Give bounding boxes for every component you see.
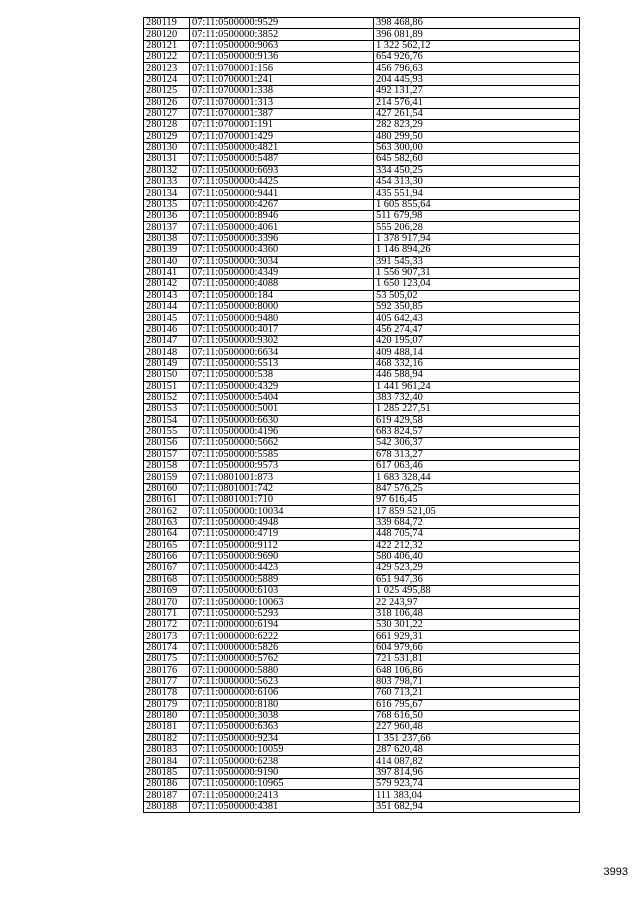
- row-id-cell: 280122: [144, 52, 190, 63]
- cadastral-value-cell: 22 243,97: [374, 597, 580, 608]
- row-id-cell: 280176: [144, 665, 190, 676]
- row-id-cell: 280149: [144, 358, 190, 369]
- cadastral-number-cell: 07:11:0000000:6222: [190, 631, 374, 642]
- cadastral-number-cell: 07:11:0500000:9441: [190, 188, 374, 199]
- cadastral-number-cell: 07:11:0500000:10034: [190, 506, 374, 517]
- cadastral-number-cell: 07:11:0500000:4088: [190, 279, 374, 290]
- cadastral-number-cell: 07:11:0500000:4267: [190, 199, 374, 210]
- cadastral-value-cell: 1 683 328,44: [374, 472, 580, 483]
- cadastral-value-cell: 1 378 917,94: [374, 233, 580, 244]
- table-row: [144, 438, 580, 449]
- cadastral-number-cell: 07:11:0700001:429: [190, 131, 374, 142]
- cadastral-number-cell: 07:11:0500000:6238: [190, 756, 374, 767]
- cadastral-value-cell: 768 616,50: [374, 710, 580, 721]
- table-row: [144, 392, 580, 403]
- cadastral-value-cell: 468 332,16: [374, 358, 580, 369]
- cadastral-value-cell: 318 106,48: [374, 608, 580, 619]
- table-row: [144, 52, 580, 63]
- row-id-cell: 280133: [144, 177, 190, 188]
- cadastral-value-cell: 678 313,27: [374, 449, 580, 460]
- table-row: [144, 358, 580, 369]
- cadastral-value-cell: 456 796,63: [374, 63, 580, 74]
- table-row: [144, 347, 580, 358]
- table-row: [144, 631, 580, 642]
- cadastral-number-cell: 07:11:0500000:4821: [190, 142, 374, 153]
- table-row: [144, 699, 580, 710]
- table-row: [144, 404, 580, 415]
- cadastral-value-cell: 480 299,50: [374, 131, 580, 142]
- row-id-cell: 280155: [144, 426, 190, 437]
- cadastral-number-cell: 07:11:0500000:4381: [190, 801, 374, 812]
- table-row: [144, 472, 580, 483]
- table-row: [144, 154, 580, 165]
- row-id-cell: 280137: [144, 222, 190, 233]
- cadastral-number-cell: 07:11:0000000:6194: [190, 620, 374, 631]
- table-row: [144, 211, 580, 222]
- cadastral-number-cell: 07:11:0500000:5293: [190, 608, 374, 619]
- table-row: [144, 120, 580, 131]
- row-id-cell: 280140: [144, 256, 190, 267]
- table-row: [144, 177, 580, 188]
- cadastral-value-cell: 287 620,48: [374, 745, 580, 756]
- cadastral-number-cell: 07:11:0500000:10965: [190, 779, 374, 790]
- row-id-cell: 280127: [144, 108, 190, 119]
- table-row: [144, 415, 580, 426]
- table-row: [144, 654, 580, 665]
- row-id-cell: 280145: [144, 313, 190, 324]
- cadastral-number-cell: 07:11:0801001:710: [190, 495, 374, 506]
- cadastral-value-cell: 97 616,45: [374, 495, 580, 506]
- cadastral-value-cell: 654 926,76: [374, 52, 580, 63]
- cadastral-value-cell: 1 351 237,66: [374, 733, 580, 744]
- table-row: [144, 665, 580, 676]
- row-id-cell: 280183: [144, 745, 190, 756]
- table-row: [144, 97, 580, 108]
- cadastral-value-cell: 214 576,41: [374, 97, 580, 108]
- cadastral-number-cell: 07:11:0700001:313: [190, 97, 374, 108]
- cadastral-number-cell: 07:11:0500000:4948: [190, 517, 374, 528]
- cadastral-number-cell: 07:11:0500000:4349: [190, 267, 374, 278]
- cadastral-number-cell: 07:11:0500000:4196: [190, 426, 374, 437]
- cadastral-value-cell: 604 979,66: [374, 642, 580, 653]
- row-id-cell: 280172: [144, 620, 190, 631]
- cadastral-value-cell: 579 923,74: [374, 779, 580, 790]
- cadastral-value-cell: 427 261,54: [374, 108, 580, 119]
- table-row: [144, 676, 580, 687]
- cadastral-number-cell: 07:11:0801001:742: [190, 483, 374, 494]
- row-id-cell: 280188: [144, 801, 190, 812]
- table-row: [144, 29, 580, 40]
- cadastral-value-cell: 454 313,30: [374, 177, 580, 188]
- table-row: [144, 517, 580, 528]
- table-row: [144, 267, 580, 278]
- cadastral-number-cell: 07:11:0000000:5826: [190, 642, 374, 653]
- cadastral-value-cell: 592 350,85: [374, 301, 580, 312]
- table-row: [144, 551, 580, 562]
- row-id-cell: 280170: [144, 597, 190, 608]
- cadastral-number-cell: 07:11:0500000:9573: [190, 461, 374, 472]
- cadastral-value-cell: 420 195,07: [374, 336, 580, 347]
- cadastral-number-cell: 07:11:0500000:9302: [190, 336, 374, 347]
- row-id-cell: 280153: [144, 404, 190, 415]
- table-row: [144, 74, 580, 85]
- table-row: [144, 722, 580, 733]
- cadastral-value-cell: 53 505,02: [374, 290, 580, 301]
- table-row: [144, 597, 580, 608]
- cadastral-number-cell: 07:11:0000000:5762: [190, 654, 374, 665]
- row-id-cell: 280125: [144, 86, 190, 97]
- row-id-cell: 280150: [144, 370, 190, 381]
- cadastral-number-cell: 07:11:0700001:338: [190, 86, 374, 97]
- cadastral-value-cell: 391 545,33: [374, 256, 580, 267]
- cadastral-value-cell: 619 429,58: [374, 415, 580, 426]
- row-id-cell: 280143: [144, 290, 190, 301]
- cadastral-value-cell: 409 488,14: [374, 347, 580, 358]
- cadastral-number-cell: 07:11:0500000:8946: [190, 211, 374, 222]
- cadastral-value-cell: 530 301,22: [374, 620, 580, 631]
- cadastral-number-cell: 07:11:0500000:6634: [190, 347, 374, 358]
- table-row: [144, 324, 580, 335]
- cadastral-value-cell: 645 582,60: [374, 154, 580, 165]
- cadastral-value-cell: 492 131,27: [374, 86, 580, 97]
- table-body: [144, 18, 580, 813]
- cadastral-value-cell: 1 650 123,04: [374, 279, 580, 290]
- row-id-cell: 280162: [144, 506, 190, 517]
- table-row: [144, 18, 580, 29]
- cadastral-number-cell: 07:11:0500000:5001: [190, 404, 374, 415]
- row-id-cell: 280160: [144, 483, 190, 494]
- cadastral-value-cell: 111 383,04: [374, 790, 580, 801]
- row-id-cell: 280142: [144, 279, 190, 290]
- cadastral-value-cell: 1 285 227,51: [374, 404, 580, 415]
- row-id-cell: 280181: [144, 722, 190, 733]
- table-row: [144, 461, 580, 472]
- cadastral-number-cell: 07:11:0500000:184: [190, 290, 374, 301]
- row-id-cell: 280129: [144, 131, 190, 142]
- row-id-cell: 280120: [144, 29, 190, 40]
- row-id-cell: 280166: [144, 551, 190, 562]
- table-row: [144, 142, 580, 153]
- cadastral-number-cell: 07:11:0500000:9136: [190, 52, 374, 63]
- table-row: [144, 233, 580, 244]
- row-id-cell: 280130: [144, 142, 190, 153]
- cadastral-value-cell: 563 300,00: [374, 142, 580, 153]
- cadastral-value-cell: 1 441 961,24: [374, 381, 580, 392]
- row-id-cell: 280139: [144, 245, 190, 256]
- cadastral-value-cell: 429 523,29: [374, 563, 580, 574]
- row-id-cell: 280121: [144, 40, 190, 51]
- cadastral-number-cell: 07:11:0000000:5880: [190, 665, 374, 676]
- row-id-cell: 280144: [144, 301, 190, 312]
- row-id-cell: 280126: [144, 97, 190, 108]
- cadastral-number-cell: 07:11:0500000:4360: [190, 245, 374, 256]
- table-row: [144, 495, 580, 506]
- table-row: [144, 313, 580, 324]
- cadastral-number-cell: 07:11:0500000:5513: [190, 358, 374, 369]
- cadastral-value-cell: 803 798,71: [374, 676, 580, 687]
- table-row: [144, 745, 580, 756]
- cadastral-number-cell: 07:11:0500000:9190: [190, 767, 374, 778]
- row-id-cell: 280154: [144, 415, 190, 426]
- row-id-cell: 280174: [144, 642, 190, 653]
- cadastral-number-cell: 07:11:0500000:3038: [190, 710, 374, 721]
- cadastral-number-cell: 07:11:0700001:156: [190, 63, 374, 74]
- row-id-cell: 280159: [144, 472, 190, 483]
- cadastral-value-cell: 616 795,67: [374, 699, 580, 710]
- row-id-cell: 280123: [144, 63, 190, 74]
- cadastral-number-cell: 07:11:0500000:4423: [190, 563, 374, 574]
- cadastral-number-cell: 07:11:0801001:873: [190, 472, 374, 483]
- row-id-cell: 280179: [144, 699, 190, 710]
- row-id-cell: 280184: [144, 756, 190, 767]
- cadastral-number-cell: 07:11:0700001:191: [190, 120, 374, 131]
- row-id-cell: 280167: [144, 563, 190, 574]
- cadastral-number-cell: 07:11:0500000:4061: [190, 222, 374, 233]
- cadastral-number-cell: 07:11:0000000:5623: [190, 676, 374, 687]
- table-row: [144, 188, 580, 199]
- row-id-cell: 280186: [144, 779, 190, 790]
- cadastral-value-cell: 282 823,29: [374, 120, 580, 131]
- cadastral-value-cell: 648 106,86: [374, 665, 580, 676]
- cadastral-value-cell: 422 212,32: [374, 540, 580, 551]
- row-id-cell: 280163: [144, 517, 190, 528]
- table-row: [144, 506, 580, 517]
- cadastral-value-cell: 542 306,37: [374, 438, 580, 449]
- cadastral-value-cell: 17 859 521,05: [374, 506, 580, 517]
- table-row: [144, 381, 580, 392]
- cadastral-number-cell: 07:11:0500000:9529: [190, 18, 374, 29]
- table-row: [144, 620, 580, 631]
- table-row: [144, 585, 580, 596]
- cadastral-number-cell: 07:11:0500000:8180: [190, 699, 374, 710]
- cadastral-number-cell: 07:11:0500000:5662: [190, 438, 374, 449]
- cadastral-number-cell: 07:11:0500000:4425: [190, 177, 374, 188]
- cadastral-value-cell: 1 025 495,88: [374, 585, 580, 596]
- cadastral-number-cell: 07:11:0500000:2413: [190, 790, 374, 801]
- cadastral-number-cell: 07:11:0500000:6363: [190, 722, 374, 733]
- row-id-cell: 280148: [144, 347, 190, 358]
- cadastral-value-cell: 414 087,82: [374, 756, 580, 767]
- table-row: [144, 301, 580, 312]
- cadastral-value-cell: 721 531,81: [374, 654, 580, 665]
- table-row: [144, 790, 580, 801]
- page-number: 3993: [603, 866, 628, 878]
- cadastral-value-cell: 847 576,25: [374, 483, 580, 494]
- cadastral-number-cell: 07:11:0500000:3852: [190, 29, 374, 40]
- table-row: [144, 608, 580, 619]
- cadastral-number-cell: 07:11:0000000:6106: [190, 688, 374, 699]
- table-row: [144, 710, 580, 721]
- row-id-cell: 280134: [144, 188, 190, 199]
- cadastral-value-cell: 651 947,36: [374, 574, 580, 585]
- cadastral-number-cell: 07:11:0500000:5404: [190, 392, 374, 403]
- cadastral-value-cell: 334 450,25: [374, 165, 580, 176]
- cadastral-number-cell: 07:11:0700001:241: [190, 74, 374, 85]
- cadastral-value-cell: 339 684,72: [374, 517, 580, 528]
- cadastral-value-cell: 204 445,93: [374, 74, 580, 85]
- cadastral-number-cell: 07:11:0500000:6103: [190, 585, 374, 596]
- cadastral-value-cell: 351 682,94: [374, 801, 580, 812]
- table-row: [144, 245, 580, 256]
- cadastral-number-cell: 07:11:0500000:3034: [190, 256, 374, 267]
- row-id-cell: 280168: [144, 574, 190, 585]
- row-id-cell: 280185: [144, 767, 190, 778]
- row-id-cell: 280164: [144, 529, 190, 540]
- cadastral-number-cell: 07:11:0500000:9063: [190, 40, 374, 51]
- row-id-cell: 280146: [144, 324, 190, 335]
- cadastral-number-cell: 07:11:0500000:4017: [190, 324, 374, 335]
- table-row: [144, 108, 580, 119]
- row-id-cell: 280119: [144, 18, 190, 29]
- row-id-cell: 280156: [144, 438, 190, 449]
- table-row: [144, 688, 580, 699]
- table-row: [144, 131, 580, 142]
- row-id-cell: 280158: [144, 461, 190, 472]
- row-id-cell: 280131: [144, 154, 190, 165]
- cadastral-value-cell: 448 705,74: [374, 529, 580, 540]
- table-row: [144, 483, 580, 494]
- cadastral-value-cell: 456 274,47: [374, 324, 580, 335]
- table-row: [144, 256, 580, 267]
- cadastral-number-cell: 07:11:0500000:6630: [190, 415, 374, 426]
- cadastral-value-cell: 661 929,31: [374, 631, 580, 642]
- table-row: [144, 574, 580, 585]
- cadastral-number-cell: 07:11:0500000:9234: [190, 733, 374, 744]
- cadastral-value-cell: 511 679,98: [374, 211, 580, 222]
- table-row: [144, 199, 580, 210]
- table-row: [144, 540, 580, 551]
- cadastral-value-cell: 446 588,94: [374, 370, 580, 381]
- cadastral-number-cell: 07:11:0500000:4719: [190, 529, 374, 540]
- cadastral-number-cell: 07:11:0700001:387: [190, 108, 374, 119]
- row-id-cell: 280152: [144, 392, 190, 403]
- table-row: [144, 529, 580, 540]
- table-row: [144, 733, 580, 744]
- table-row: [144, 290, 580, 301]
- cadastral-number-cell: 07:11:0500000:538: [190, 370, 374, 381]
- table-row: [144, 756, 580, 767]
- row-id-cell: 280165: [144, 540, 190, 551]
- row-id-cell: 280151: [144, 381, 190, 392]
- cadastral-number-cell: 07:11:0500000:8000: [190, 301, 374, 312]
- row-id-cell: 280180: [144, 710, 190, 721]
- table-row: [144, 336, 580, 347]
- row-id-cell: 280175: [144, 654, 190, 665]
- cadastral-value-cell: 1 605 855,64: [374, 199, 580, 210]
- table-row: [144, 40, 580, 51]
- table-row: [144, 370, 580, 381]
- table-row: [144, 642, 580, 653]
- cadastral-number-cell: 07:11:0500000:5889: [190, 574, 374, 585]
- table-row: [144, 222, 580, 233]
- table-row: [144, 86, 580, 97]
- cadastral-number-cell: 07:11:0500000:9690: [190, 551, 374, 562]
- row-id-cell: 280141: [144, 267, 190, 278]
- cadastral-number-cell: 07:11:0500000:5585: [190, 449, 374, 460]
- cadastral-value-cell: 1 556 907,31: [374, 267, 580, 278]
- cadastral-number-cell: 07:11:0500000:10059: [190, 745, 374, 756]
- row-id-cell: 280178: [144, 688, 190, 699]
- cadastral-value-cell: 435 551,94: [374, 188, 580, 199]
- cadastral-value-cell: 383 732,40: [374, 392, 580, 403]
- cadastral-number-cell: 07:11:0500000:9480: [190, 313, 374, 324]
- row-id-cell: 280124: [144, 74, 190, 85]
- table-row: [144, 779, 580, 790]
- row-id-cell: 280171: [144, 608, 190, 619]
- cadastral-number-cell: 07:11:0500000:3396: [190, 233, 374, 244]
- table-row: [144, 63, 580, 74]
- row-id-cell: 280177: [144, 676, 190, 687]
- table-row: [144, 801, 580, 812]
- table-row: [144, 449, 580, 460]
- row-id-cell: 280173: [144, 631, 190, 642]
- cadastral-value-cell: 760 713,21: [374, 688, 580, 699]
- table-row: [144, 279, 580, 290]
- table-row: [144, 767, 580, 778]
- cadastral-value-cell: 617 063,46: [374, 461, 580, 472]
- row-id-cell: 280187: [144, 790, 190, 801]
- cadastral-value-table: [143, 17, 580, 813]
- cadastral-number-cell: 07:11:0500000:5487: [190, 154, 374, 165]
- cadastral-value-cell: 405 642,43: [374, 313, 580, 324]
- cadastral-value-cell: 396 081,89: [374, 29, 580, 40]
- cadastral-number-cell: 07:11:0500000:4329: [190, 381, 374, 392]
- cadastral-number-cell: 07:11:0500000:6693: [190, 165, 374, 176]
- row-id-cell: 280169: [144, 585, 190, 596]
- cadastral-value-cell: 683 824,57: [374, 426, 580, 437]
- row-id-cell: 280128: [144, 120, 190, 131]
- row-id-cell: 280147: [144, 336, 190, 347]
- cadastral-value-cell: 1 146 894,26: [374, 245, 580, 256]
- cadastral-value-cell: 397 814,96: [374, 767, 580, 778]
- row-id-cell: 280138: [144, 233, 190, 244]
- row-id-cell: 280136: [144, 211, 190, 222]
- cadastral-number-cell: 07:11:0500000:10063: [190, 597, 374, 608]
- row-id-cell: 280182: [144, 733, 190, 744]
- table-row: [144, 563, 580, 574]
- cadastral-number-cell: 07:11:0500000:9112: [190, 540, 374, 551]
- table-row: [144, 165, 580, 176]
- cadastral-value-cell: 398 468,86: [374, 18, 580, 29]
- cadastral-value-cell: 1 322 562,12: [374, 40, 580, 51]
- row-id-cell: 280132: [144, 165, 190, 176]
- row-id-cell: 280157: [144, 449, 190, 460]
- table-row: [144, 426, 580, 437]
- cadastral-value-cell: 555 206,28: [374, 222, 580, 233]
- cadastral-value-cell: 580 406,40: [374, 551, 580, 562]
- cadastral-value-cell: 227 960,48: [374, 722, 580, 733]
- row-id-cell: 280135: [144, 199, 190, 210]
- row-id-cell: 280161: [144, 495, 190, 506]
